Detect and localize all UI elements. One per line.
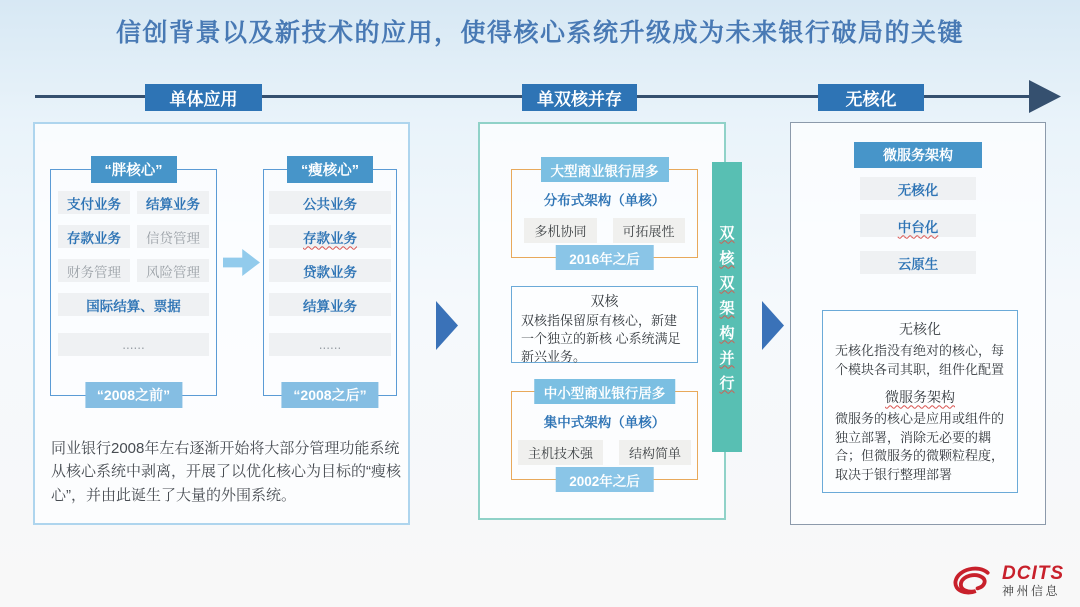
microservice-item: 中台化: [860, 214, 976, 237]
panel-dual-core: [478, 122, 726, 520]
panel-monolithic: [33, 122, 410, 525]
small-banks-footer: 2002年之后: [555, 467, 654, 492]
dcits-logo-name: DCITS: [1002, 562, 1064, 584]
microservice-arch-body: 微服务的核心是应用或组件的独立部署，消除无必要的耦合；但微服务的微颗粒程度，取决于银行整理部署: [835, 410, 1005, 483]
slide-title: 信创背景以及新技术的应用，使得核心系统升级成为未来银行破局的关键: [115, 19, 964, 47]
dcits-logo: [951, 564, 1064, 598]
small-banks-architecture: 集中式架构（单核）: [543, 415, 666, 430]
microservice-header: 微服务架构: [854, 142, 982, 168]
fat-core-item-ellipsis: ......: [58, 333, 209, 356]
thin-core-footer: “2008之后”: [281, 382, 378, 408]
fat-core-item: 财务管理: [58, 259, 130, 282]
small-banks-features: [512, 440, 697, 465]
coreless-detail-box: [822, 310, 1018, 493]
thin-core-item: 贷款业务: [269, 259, 391, 282]
fat-core-items: [58, 191, 209, 356]
feature: 主机技术强: [518, 440, 603, 465]
flow-arrow-middle-to-right-icon: [762, 301, 784, 350]
large-banks-architecture: 分布式架构（单核）: [543, 193, 666, 208]
thin-core-item: 结算业务: [269, 293, 391, 316]
dual-core-box: [511, 286, 698, 363]
timeline-stage-monolithic: 单体应用: [145, 84, 262, 111]
timeline-stage-coreless: 无核化: [818, 84, 924, 111]
dual-core-title: 双核: [590, 293, 619, 309]
large-banks-features: [512, 218, 697, 243]
small-banks-group: [511, 385, 698, 489]
thin-core-item: 公共业务: [269, 191, 391, 214]
timeline-stage-dual-core: 单双核并存: [522, 84, 637, 111]
feature: 结构简单: [619, 440, 691, 465]
fat-core-item: 结算业务: [137, 191, 209, 214]
dual-architecture-side-bar: 双 核 双 架 构 并 行: [712, 162, 742, 452]
dcits-logo-icon: [951, 566, 995, 596]
large-banks-footer: 2016年之后: [555, 245, 654, 270]
panel-coreless: [790, 122, 1046, 525]
large-banks-header: 大型商业银行居多: [541, 157, 669, 182]
microservice-item: 无核化: [860, 177, 976, 200]
fat-core-item: 信贷管理: [137, 225, 209, 248]
timeline-arrow-icon: [1029, 80, 1061, 113]
dual-core-body: 双核指保留原有核心，新建一个独立的新核 心系统满足新兴业务。: [521, 313, 681, 365]
small-banks-header: 中小型商业银行居多: [534, 379, 676, 404]
feature: 多机协同: [524, 218, 596, 243]
monolithic-note: 同业银行2008年左右逐渐开始将大部分管理功能系统从核心系统中剥离，开展了以优化核心为目标的“瘦核心”，并由此诞生了大量的外围系统。: [51, 440, 401, 504]
thin-core-item: 存款业务: [269, 225, 391, 248]
dcits-logo-cn: 神州信息: [1002, 583, 1061, 598]
fat-core-item: 支付业务: [58, 191, 130, 214]
fat-core-item: 风险管理: [137, 259, 209, 282]
large-banks-group: [511, 163, 698, 267]
fat-core-group: [50, 163, 217, 403]
thin-core-group: [263, 163, 397, 403]
microservice-items: [860, 177, 976, 274]
fat-core-footer: “2008之前”: [85, 382, 182, 408]
feature: 可拓展性: [613, 218, 685, 243]
coreless-title: 无核化: [899, 321, 941, 337]
thin-core-header: “瘦核心”: [287, 156, 373, 183]
fat-core-header: “胖核心”: [91, 156, 177, 183]
fat-to-thin-arrow-icon: [223, 249, 260, 276]
fat-core-item: 国际结算、票据: [58, 293, 209, 316]
thin-core-items: [269, 191, 391, 356]
microservice-arch-title: 微服务架构: [885, 388, 955, 405]
flow-arrow-left-to-middle-icon: [436, 301, 458, 350]
thin-core-item-ellipsis: ......: [269, 333, 391, 356]
coreless-body: 无核化指没有绝对的核心，每个模块各司其职，组件化配置: [835, 343, 1005, 377]
fat-core-item: 存款业务: [58, 225, 130, 248]
microservice-item: 云原生: [860, 251, 976, 274]
dcits-logo-text: [1002, 564, 1064, 598]
